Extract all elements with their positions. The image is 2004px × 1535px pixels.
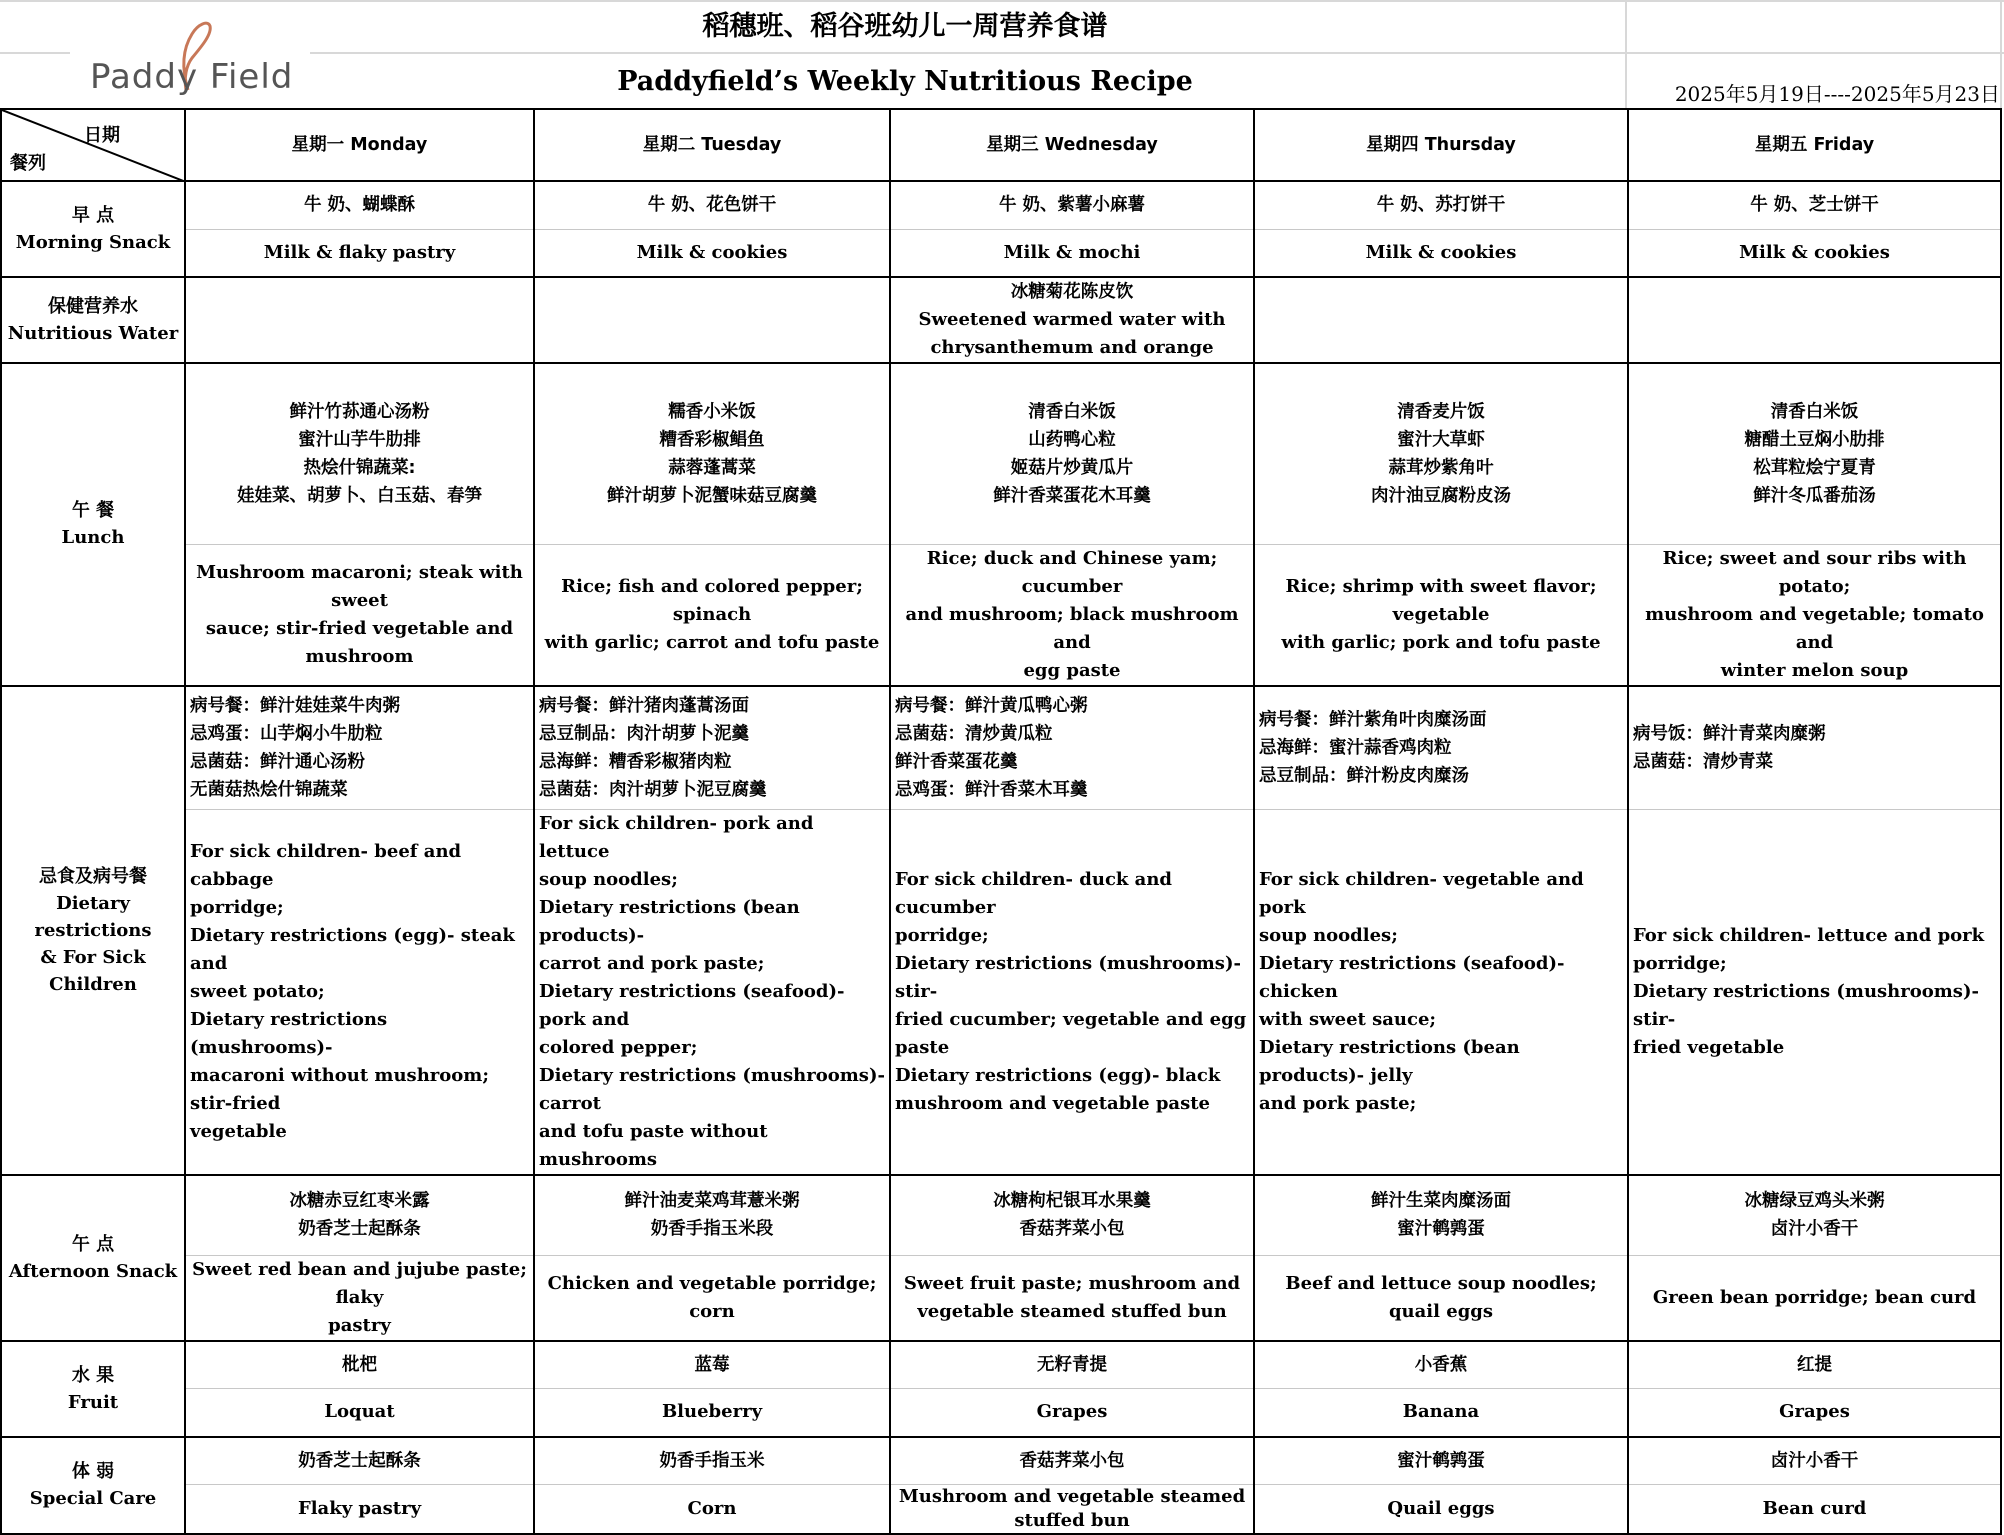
meal-label-diet — [1, 686, 185, 1176]
menu-cell-water — [890, 277, 1254, 363]
menu-line: 冰糖赤豆红枣米露 — [289, 1191, 430, 1212]
meal-label-special — [1, 1437, 185, 1535]
menu-cell-cn: 牛 奶、苏打饼干 — [1254, 181, 1628, 229]
meal-label-cn: 午 点 — [71, 1233, 115, 1255]
meal-label-cn: 午 餐 — [71, 500, 115, 522]
afternoon-cell-en — [185, 1255, 534, 1341]
afternoon-cell-cn — [890, 1175, 1254, 1255]
special-cell-cn: 蜜汁鹌鹑蛋 — [1254, 1437, 1628, 1485]
meal-label-cn: 保健营养水 — [48, 296, 138, 317]
menu-line: 糖醋土豆焖小肋排 — [1744, 429, 1885, 450]
menu-line: 病号餐：鲜汁黄瓜鸭心粥 — [895, 695, 1088, 716]
menu-line: 清香白米饭 — [1028, 401, 1116, 422]
meal-label-en: Dietary restrictions — [34, 892, 152, 941]
menu-line: 蜜汁山芋牛肋排 — [298, 429, 421, 450]
menu-line: with sweet sauce; — [1259, 1009, 1437, 1030]
menu-cell-empty — [185, 277, 534, 363]
menu-line: fried cucumber; vegetable and egg paste — [895, 1009, 1247, 1058]
menu-line: Dietary restrictions (bean products)- jelly — [1259, 1037, 1520, 1086]
menu-line: Dietary restrictions (seafood)- chicken — [1259, 953, 1565, 1002]
menu-cell-en: Milk & cookies — [1254, 229, 1628, 277]
menu-line: and pork paste; — [1259, 1093, 1417, 1114]
fruit-cell-cn: 小香蕉 — [1254, 1341, 1628, 1389]
meal-label-cn: 忌食及病号餐 — [39, 865, 147, 887]
menu-line: soup noodles; — [539, 869, 678, 890]
menu-line: pastry — [328, 1314, 391, 1336]
menu-line: Green bean porridge; bean curd — [1652, 1286, 1977, 1308]
menu-line: For sick children- lettuce and pork — [1633, 925, 1985, 946]
fruit-cell-cn: 枇杷 — [185, 1341, 534, 1389]
day-header: 星期二 Tuesday — [534, 109, 890, 181]
menu-line: Dietary restrictions (mushrooms)- stir- — [1633, 981, 1979, 1030]
lunch-cell-cn — [534, 363, 890, 544]
diet-cell-en — [534, 810, 890, 1176]
menu-line: and mushroom; black mushroom and — [905, 603, 1239, 653]
lunch-cell-cn — [185, 363, 534, 544]
menu-line: mushroom and vegetable paste — [895, 1093, 1210, 1114]
meal-label-water — [1, 277, 185, 363]
menu-line: 忌鸡蛋：鲜汁香菜木耳羹 — [895, 779, 1088, 800]
meal-label-cn: 体 弱 — [71, 1461, 115, 1483]
menu-line: 清香白米饭 — [1770, 401, 1859, 422]
menu-line: 热烩什锦蔬菜: — [303, 457, 416, 478]
menu-cell-en: Milk & mochi — [890, 229, 1254, 277]
menu-line: vegetable steamed stuffed bun — [917, 1300, 1227, 1322]
menu-line: 病号餐：鲜汁紫角叶肉糜汤面 — [1259, 709, 1487, 730]
diet-cell-cn — [890, 686, 1254, 810]
diet-cell-cn — [1628, 686, 2001, 810]
menu-line: 娃娃菜、胡萝卜、白玉菇、春笋 — [237, 485, 482, 506]
menu-line: 松茸粒烩宁夏青 — [1753, 457, 1876, 478]
day-header: 星期三 Wednesday — [890, 109, 1254, 181]
menu-line: mushroom and vegetable; tomato and — [1645, 603, 1984, 653]
day-header: 星期四 Thursday — [1254, 109, 1628, 181]
menu-line: For sick children- duck and cucumber — [895, 869, 1172, 918]
page-title-en: Paddyfield’s Weekly Nutritious Recipe — [617, 66, 1193, 97]
menu-line: 忌海鲜：蜜汁蒜香鸡肉粒 — [1259, 737, 1452, 758]
special-cell-cn: 奶香芝士起酥条 — [185, 1437, 534, 1485]
menu-line: Mushroom and vegetable steamed — [898, 1486, 1246, 1507]
menu-line: 忌菌菇：清炒黄瓜粒 — [895, 723, 1053, 744]
special-cell-en — [890, 1485, 1254, 1535]
menu-line: Dietary restrictions (egg)- black — [895, 1065, 1221, 1086]
gridline — [2000, 0, 2002, 108]
lunch-cell-cn — [1254, 363, 1628, 544]
menu-cell-cn: 牛 奶、花色饼干 — [534, 181, 890, 229]
menu-cell-cn: 牛 奶、紫薯小麻薯 — [890, 181, 1254, 229]
menu-line: 奶香手指玉米段 — [650, 1219, 774, 1240]
menu-line: Sweet red bean and jujube paste; flaky — [192, 1258, 527, 1308]
meal-label-en: Afternoon Snack — [8, 1260, 178, 1282]
gridline — [0, 0, 2004, 2]
special-cell-en: Quail eggs — [1254, 1485, 1628, 1535]
diet-cell-en — [185, 810, 534, 1176]
date-label: 日期 — [84, 125, 120, 146]
water-item-en: Sweetened warmed water with — [918, 309, 1226, 330]
fruit-cell-en: Banana — [1254, 1389, 1628, 1437]
menu-line: 鲜汁胡萝卜泥蟹味菇豆腐羹 — [607, 485, 817, 506]
meal-label-lunch — [1, 363, 185, 686]
special-cell-cn: 奶香手指玉米 — [534, 1437, 890, 1485]
menu-line: 鲜汁香菜蛋花羹 — [895, 751, 1018, 772]
menu-line: Beef and lettuce soup noodles; quail eggs — [1285, 1272, 1597, 1322]
paddy-field-logo — [70, 12, 310, 102]
lunch-cell-en — [890, 544, 1254, 686]
menu-line: soup noodles; — [1259, 925, 1398, 946]
menu-cell-empty — [534, 277, 890, 363]
lunch-cell-cn — [890, 363, 1254, 544]
diet-cell-en — [1254, 810, 1628, 1176]
lunch-cell-en — [1628, 544, 2001, 686]
meal-label-fruit — [1, 1341, 185, 1437]
menu-line: with garlic; pork and tofu paste — [1281, 631, 1601, 653]
menu-cell-en: Milk & cookies — [534, 229, 890, 277]
menu-line: 病号餐：鲜汁猪肉蓬蒿汤面 — [539, 695, 749, 716]
special-cell-en: Corn — [534, 1485, 890, 1535]
menu-line: Dietary restrictions (mushrooms)- — [190, 1009, 388, 1058]
menu-line: 鲜汁竹荪通心汤粉 — [289, 401, 430, 422]
special-cell-cn: 卤汁小香干 — [1628, 1437, 2001, 1485]
menu-line: Rice; duck and Chinese yam; cucumber — [926, 547, 1218, 597]
menu-line: Rice; fish and colored pepper; spinach — [561, 575, 863, 625]
lunch-cell-en — [1254, 544, 1628, 686]
menu-line: Sweet fruit paste; mushroom and — [903, 1272, 1241, 1294]
diet-cell-en — [890, 810, 1254, 1176]
menu-line: Mushroom macaroni; steak with sweet — [196, 561, 523, 611]
menu-line: 忌菌菇：鲜汁通心汤粉 — [190, 751, 365, 772]
fruit-cell-en: Loquat — [185, 1389, 534, 1437]
menu-line: 蜜汁鹌鹑蛋 — [1397, 1219, 1485, 1240]
meal-label-en: Morning Snack — [15, 232, 171, 253]
menu-line: 无菌菇热烩什锦蔬菜 — [190, 779, 348, 800]
meal-label-en: & For Sick Children — [40, 946, 146, 995]
afternoon-cell-cn — [1254, 1175, 1628, 1255]
menu-line: Dietary restrictions (mushrooms)- carrot — [539, 1065, 885, 1114]
menu-line: 鲜汁冬瓜番茄汤 — [1753, 485, 1876, 506]
afternoon-cell-en — [890, 1255, 1254, 1341]
menu-line: with garlic; carrot and tofu paste — [544, 631, 880, 653]
menu-line: Dietary restrictions (bean products)- — [539, 897, 800, 946]
menu-line: 蒜茸炒紫角叶 — [1388, 457, 1494, 478]
menu-line: 忌菌菇：清炒青菜 — [1633, 751, 1773, 772]
menu-cell-en: Milk & cookies — [1628, 229, 2001, 277]
day-header-row — [1, 109, 2001, 181]
afternoon-cell-cn — [1628, 1175, 2001, 1255]
lunch-cell-cn — [1628, 363, 2001, 544]
day-header: 星期一 Monday — [185, 109, 534, 181]
menu-line: Dietary restrictions (seafood)- pork and — [539, 981, 845, 1030]
fruit-cell-en: Blueberry — [534, 1389, 890, 1437]
logo-text: Paddy Field — [90, 57, 294, 97]
menu-line: sweet potato; — [190, 981, 325, 1002]
fruit-cell-cn: 蓝莓 — [534, 1341, 890, 1389]
menu-line: winter melon soup — [1720, 659, 1909, 681]
menu-line: For sick children- pork and lettuce — [539, 813, 814, 862]
menu-line: 蒜蓉蓬蒿菜 — [668, 457, 756, 478]
menu-line: 清香麦片饭 — [1397, 401, 1485, 422]
menu-line: Dietary restrictions (egg)- steak and — [190, 925, 515, 974]
date-range: 2025年5月19日----2025年5月23日 — [1674, 82, 2000, 106]
lunch-cell-en — [185, 544, 534, 686]
menu-cell-en: Milk & flaky pastry — [185, 229, 534, 277]
menu-line: 忌海鲜：糟香彩椒猪肉粒 — [539, 751, 732, 772]
menu-line: 病号餐：鲜汁娃娃菜牛肉粥 — [190, 695, 400, 716]
menu-cell-empty — [1254, 277, 1628, 363]
menu-line: 病号饭：鲜汁青菜肉糜粥 — [1633, 723, 1826, 744]
special-cell-en: Bean curd — [1628, 1485, 2001, 1535]
menu-line: 鲜汁香菜蛋花木耳羹 — [993, 485, 1151, 506]
menu-line: mushroom — [305, 645, 414, 667]
menu-line: porridge; — [190, 897, 284, 918]
meal-label-en: Nutritious Water — [7, 323, 179, 344]
menu-line: porridge; — [895, 925, 989, 946]
menu-line: 肉汁油豆腐粉皮汤 — [1371, 485, 1511, 506]
menu-line: fried vegetable — [1633, 1037, 1785, 1058]
menu-line: For sick children- vegetable and pork — [1259, 869, 1584, 918]
menu-line: 冰糖绿豆鸡头米粥 — [1744, 1191, 1885, 1212]
menu-line: egg paste — [1023, 659, 1121, 681]
special-cell-en: Flaky pastry — [185, 1485, 534, 1535]
menu-line: 蜜汁大草虾 — [1397, 429, 1485, 450]
menu-line: 忌豆制品：肉汁胡萝卜泥羹 — [539, 723, 749, 744]
water-item-en: chrysanthemum and orange — [930, 337, 1214, 358]
menu-line: macaroni without mushroom; stir-fried — [190, 1065, 489, 1114]
meal-label-cn: 水 果 — [71, 1364, 115, 1386]
menu-line: Dietary restrictions (mushrooms)- stir- — [895, 953, 1241, 1002]
meal-label-en: Fruit — [67, 1391, 119, 1413]
water-item-cn: 冰糖菊花陈皮饮 — [1010, 282, 1134, 302]
menu-cell-cn: 牛 奶、蝴蝶酥 — [185, 181, 534, 229]
fruit-cell-cn: 无籽青提 — [890, 1341, 1254, 1389]
menu-line: 冰糖枸杞银耳水果羹 — [993, 1191, 1151, 1212]
menu-cell-empty — [1628, 277, 2001, 363]
meal-label-morning — [1, 181, 185, 277]
menu-line: vegetable — [190, 1121, 287, 1142]
diet-cell-cn — [1254, 686, 1628, 810]
meal-label-en: Special Care — [29, 1488, 157, 1510]
diet-cell-cn — [534, 686, 890, 810]
meal-label-cn: 早 点 — [71, 205, 115, 226]
diet-cell-en — [1628, 810, 2001, 1176]
menu-line: 卤汁小香干 — [1770, 1219, 1859, 1240]
afternoon-cell-en — [1254, 1255, 1628, 1341]
afternoon-cell-en — [534, 1255, 890, 1341]
meal-label-afternoon — [1, 1175, 185, 1341]
menu-line: porridge; — [1633, 953, 1727, 974]
afternoon-cell-cn — [534, 1175, 890, 1255]
menu-cell-cn: 牛 奶、芝士饼干 — [1628, 181, 2001, 229]
menu-line: For sick children- beef and cabbage — [190, 841, 462, 890]
menu-line: stuffed bun — [1014, 1510, 1130, 1531]
menu-line: 鲜汁油麦菜鸡茸薏米粥 — [624, 1191, 800, 1212]
menu-line: 鲜汁生菜肉糜汤面 — [1371, 1191, 1511, 1212]
menu-line: Chicken and vegetable porridge; corn — [547, 1272, 877, 1322]
menu-line: 山药鸭心粒 — [1028, 429, 1116, 450]
menu-line: 奶香芝士起酥条 — [298, 1219, 421, 1240]
menu-table — [0, 108, 2002, 1535]
special-cell-cn: 香菇荠菜小包 — [890, 1437, 1254, 1485]
meal-label-en: Lunch — [61, 527, 125, 549]
menu-line: 香菇荠菜小包 — [1019, 1219, 1125, 1240]
fruit-cell-cn: 红提 — [1628, 1341, 2001, 1389]
menu-line: colored pepper; — [539, 1037, 698, 1058]
menu-line: sauce; stir-fried vegetable and — [205, 617, 514, 639]
menu-line: 忌豆制品：鲜汁粉皮肉糜汤 — [1259, 765, 1469, 786]
afternoon-cell-en — [1628, 1255, 2001, 1341]
page-title-cn: 稻穗班、稻谷班幼儿一周营养食谱 — [702, 11, 1108, 42]
lunch-cell-en — [534, 544, 890, 686]
day-header: 星期五 Friday — [1628, 109, 2001, 181]
corner-header-cell — [1, 109, 185, 181]
menu-line: and tofu paste without mushrooms — [539, 1121, 768, 1170]
menu-line: Rice; shrimp with sweet flavor; vegetable — [1285, 575, 1597, 625]
menu-line: 姬菇片炒黄瓜片 — [1010, 457, 1134, 478]
menu-line: Rice; sweet and sour ribs with potato; — [1662, 547, 1967, 597]
menu-line: 忌鸡蛋：山芋焖小牛肋粒 — [190, 723, 383, 744]
menu-line: 糯香小米饭 — [668, 401, 756, 422]
meal-label: 餐列 — [10, 153, 46, 174]
menu-line: 糟香彩椒鲳鱼 — [659, 429, 765, 450]
fruit-cell-en: Grapes — [1628, 1389, 2001, 1437]
menu-line: 忌菌菇：肉汁胡萝卜泥豆腐羹 — [539, 779, 767, 800]
fruit-cell-en: Grapes — [890, 1389, 1254, 1437]
diet-cell-cn — [185, 686, 534, 810]
afternoon-cell-cn — [185, 1175, 534, 1255]
menu-line: carrot and pork paste; — [539, 953, 765, 974]
